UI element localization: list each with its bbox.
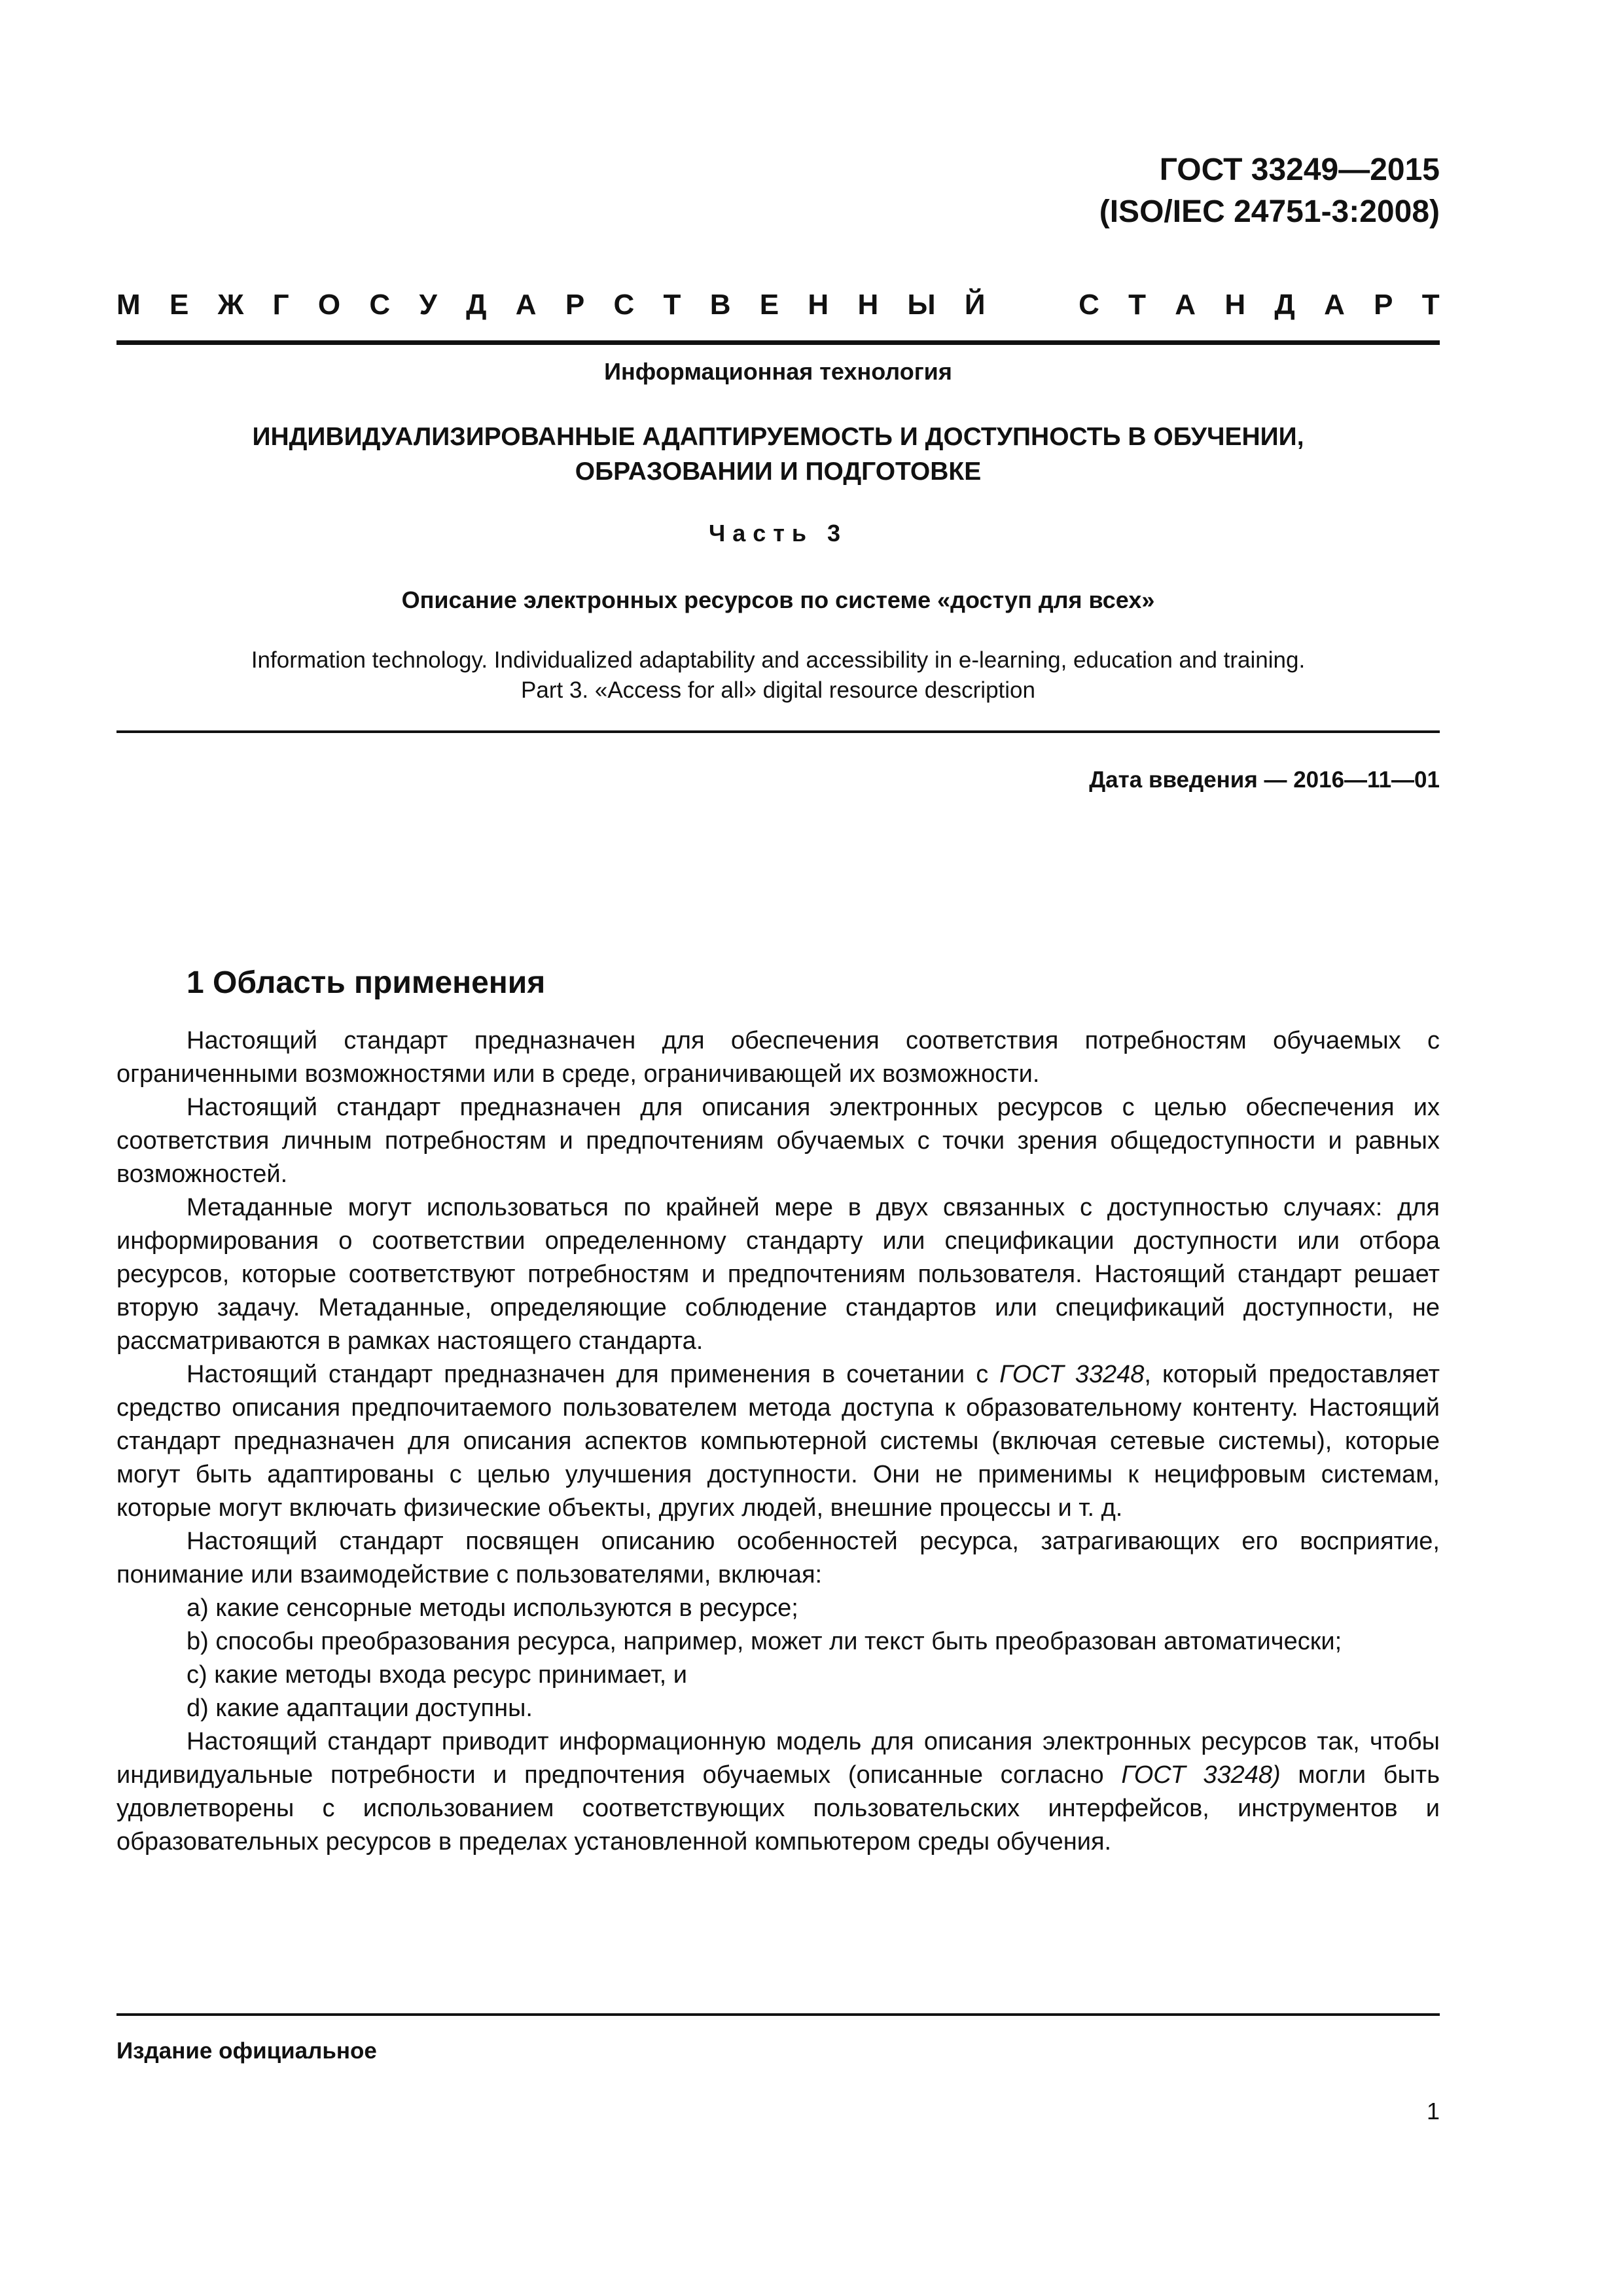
- section-heading: 1 Область применения: [187, 965, 546, 1000]
- banner-letter: С: [369, 289, 391, 321]
- banner-letter: Й: [964, 289, 986, 321]
- banner-letter: Е: [169, 289, 189, 321]
- standard-reference: ГОСТ 33248): [1121, 1761, 1281, 1789]
- document-title-line: ИНДИВИДУАЛИЗИРОВАННЫЕ АДАПТИРУЕМОСТЬ И ДОСТУПНОСТЬ В ОБУЧЕНИИ,: [252, 423, 1304, 451]
- banner-letter: С: [613, 289, 635, 321]
- paragraph: [116, 1725, 1440, 1859]
- banner-letter: Н: [1224, 289, 1246, 321]
- banner-letter: А: [1324, 289, 1345, 321]
- banner-letter: О: [317, 289, 341, 321]
- banner-divider: [116, 340, 1440, 345]
- banner-letter: Ы: [907, 289, 936, 321]
- banner-letter: Г: [272, 289, 289, 321]
- paragraph: Настоящий стандарт предназначен для описания электронных ресурсов с целью обеспечения их соответствия личным потребностям и предпочтениям обучаемых с точки зрения общедоступности и равных возможностей.: [116, 1094, 1440, 1188]
- paragraph-text: могли быть удовлетворены с использованием соответствующих пользовательских интерфейсов, инструментов и образовательных ресурсов в пределах установленной компьютером среды обучения.: [116, 1761, 1440, 1856]
- banner-letter: А: [1175, 289, 1196, 321]
- banner-letter: В: [709, 289, 731, 321]
- banner-letter: Т: [1421, 289, 1440, 321]
- banner-letter: С: [1079, 289, 1099, 321]
- english-title-line: Information technology. Individualized adaptability and accessibility in e-learning, education and training.: [251, 647, 1306, 673]
- banner-letter: А: [515, 289, 537, 321]
- document-subject: Информационная технология: [604, 358, 952, 385]
- designation-iso-reference: (ISO/IEC 24751-3:2008): [1099, 194, 1440, 229]
- title-divider: [116, 730, 1440, 733]
- banner-letter: Ж: [217, 289, 244, 321]
- paragraph: Настоящий стандарт предназначен для обеспечения соответствия потребностям обучаемых с ограниченными возможностями или в среде, ограничивающей их возможности.: [116, 1027, 1440, 1088]
- paragraph-text: , который предоставляет средство описания предпочитаемого пользователем метода доступа к образовательному контенту. Настоящий стандарт предназначен для описания аспектов компьютерной системы (включая сетевые системы), которые могут быть адаптированы с целью улучшения доступности. Они не применимы к нецифровым системам, которые могут включать физические объекты, других людей, внешние процессы и т. д.: [116, 1361, 1440, 1522]
- standard-reference: ГОСТ 33248: [999, 1361, 1145, 1388]
- banner-letter: Д: [1274, 289, 1295, 321]
- banner-letter: М: [116, 289, 141, 321]
- interstate-standard-banner: [116, 285, 1440, 325]
- part-number: Часть 3: [708, 520, 848, 547]
- list-item: a) какие сенсорные методы используются в ресурсе;: [187, 1594, 798, 1622]
- banner-letter: Т: [663, 289, 681, 321]
- section-body: [116, 1024, 1440, 1859]
- banner-letter: Д: [466, 289, 487, 321]
- document-title-line: ОБРАЗОВАНИИ И ПОДГОТОВКЕ: [575, 457, 982, 486]
- introduction-date: Дата введения — 2016—11—01: [1089, 767, 1440, 793]
- english-title-line: Part 3. «Access for all» digital resource description: [521, 677, 1035, 703]
- list-item: c) какие методы входа ресурс принимает, и: [187, 1661, 687, 1689]
- banner-letter: Р: [1374, 289, 1393, 321]
- banner-letter: Н: [857, 289, 879, 321]
- document-title: [116, 420, 1440, 489]
- paragraph-text: Настоящий стандарт приводит информационную модель для описания электронных ресурсов так, чтобы индивидуальные потребности и предпочтения обучаемых (описанные согласно: [116, 1728, 1440, 1789]
- banner-letter: Е: [759, 289, 779, 321]
- page-number: 1: [1426, 2098, 1440, 2125]
- designation-number: ГОСТ 33249—2015: [1159, 152, 1440, 187]
- english-title: [116, 645, 1440, 706]
- paragraph: [116, 1358, 1440, 1525]
- list-item: d) какие адаптации доступны.: [187, 1695, 533, 1722]
- banner-letter: Р: [565, 289, 585, 321]
- paragraph: Метаданные могут использоваться по крайней мере в двух связанных с доступностью случаях: для информирования о соответствии определенному стандарту или спецификации доступности или отбора ресурсов, которые соответствуют потребностям и предпочтениям пользователя. Настоящий стандарт решает вторую задачу. Метаданные, определяющие соблюдение стандартов или спецификаций доступности, не рассматриваются в рамках настоящего стандарта.: [116, 1194, 1440, 1355]
- official-edition-label: Издание официальное: [116, 2038, 377, 2064]
- footer-divider: [116, 2013, 1440, 2016]
- banner-letter: Н: [808, 289, 829, 321]
- paragraph-text: Настоящий стандарт предназначен для применения в сочетании с: [187, 1361, 1000, 1388]
- list-item: b) способы преобразования ресурса, например, может ли текст быть преобразован автоматически;: [187, 1628, 1342, 1655]
- banner-letter: У: [419, 289, 437, 321]
- standard-designation: [1099, 149, 1440, 233]
- part-subtitle: Описание электронных ресурсов по системе «доступ для всех»: [401, 586, 1155, 613]
- paragraph: Настоящий стандарт посвящен описанию особенностей ресурса, затрагивающих его восприятие, понимание или взаимодействие с пользователями, включая:: [116, 1528, 1440, 1588]
- banner-letter: Т: [1128, 289, 1147, 321]
